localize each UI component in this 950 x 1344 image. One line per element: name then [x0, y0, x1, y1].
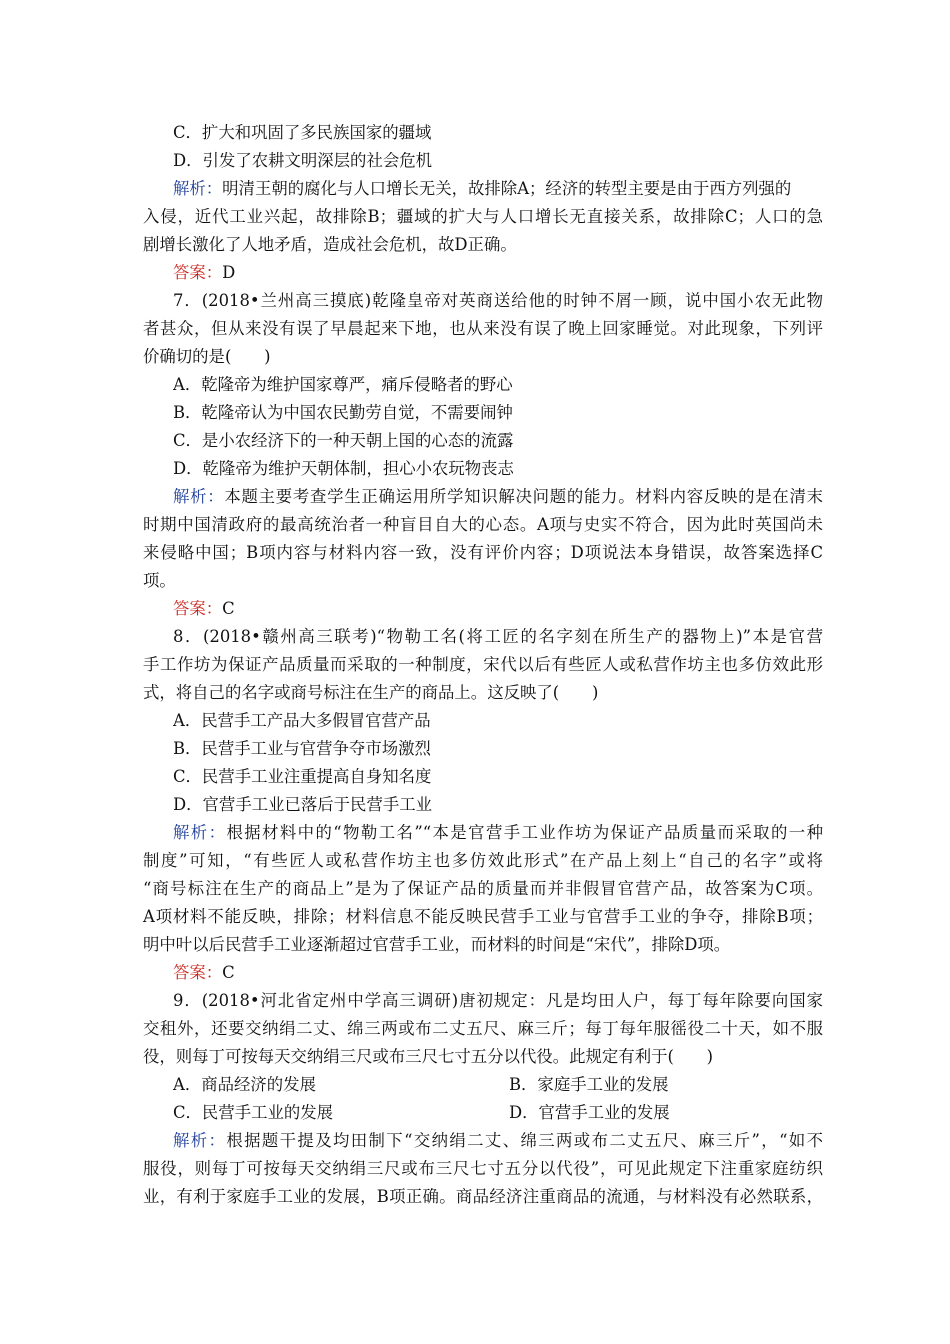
q7-stem-line-1: 7．(2018•兰州高三摸底)乾隆皇帝对英商送给他的时钟不屑一顾，说中国小农无此物	[173, 291, 823, 310]
q6-analysis-line-2: 入侵，近代工业兴起，故排除B；疆域的扩大与人口增长无直接关系，故排除C；人口的急	[143, 207, 823, 226]
q8-option-d: D．官营手工业已落后于民营手工业	[173, 795, 432, 814]
q9-option-d: D．官营手工业的发展	[509, 1103, 670, 1122]
q8-stem-line-1: 8．(2018•赣州高三联考)“物勒工名(将工匠的名字刻在所生产的器物上)”本是官营	[173, 627, 823, 646]
q7-analysis-line-1: 解析：本题主要考查学生正确运用所学知识解决问题的能力。材料内容反映的是在清末	[173, 487, 823, 506]
q7-stem-line-2: 者甚众，但从来没有误了早晨起来下地，也从来没有误了晚上回家睡觉。对此现象，下列评	[143, 319, 823, 338]
q7-option-b: B．乾隆帝认为中国农民勤劳自觉，不需要闹钟	[173, 403, 513, 422]
analysis-label: 解析：	[173, 823, 227, 842]
q9-analysis-line-3: 业，有利于家庭手工业的发展，B项正确。商品经济注重商品的流通，与材料没有必然联系，	[143, 1187, 823, 1206]
q9-analysis-line-2: 服役，则每丁可按每天交纳绢三尺或布三尺七寸五分以代役”，可见此规定下注重家庭纺织	[143, 1159, 823, 1178]
analysis-label: 解析：	[173, 487, 225, 506]
answer-label: 答案：	[173, 599, 223, 618]
q7-analysis-line-4: 项。	[143, 571, 176, 590]
q7-analysis-line-3: 来侵略中国；B项内容与材料内容一致，没有评价内容；D项说法本身错误，故答案选择C	[143, 543, 823, 562]
q8-stem-line-2: 手工作坊为保证产品质量而采取的一种制度，宋代以后有些匠人或私营作坊主也多仿效此形	[143, 655, 823, 674]
answer-label: 答案：	[173, 263, 223, 282]
q7-option-d: D．乾隆帝为维护天朝体制，担心小农玩物丧志	[173, 459, 514, 478]
q9-stem-line-3: 役，则每丁可按每天交纳绢三尺或布三尺七寸五分以代役。此规定有利于( )	[143, 1047, 714, 1066]
q8-stem-line-3: 式，将自己的名字或商号标注在生产的商品上。这反映了( )	[143, 683, 599, 702]
q8-analysis-line-5: 明中叶以后民营手工业逐渐超过官营手工业，而材料的时间是“宋代”，排除D项。	[143, 935, 731, 954]
q7-analysis-line-2: 时期中国清政府的最高统治者一种盲目自大的心态。A项与史实不符合，因为此时英国尚未	[143, 515, 823, 534]
q8-option-c: C．民营手工业注重提高自身知名度	[173, 767, 432, 786]
q6-option-c: C．扩大和巩固了多民族国家的疆域	[173, 123, 432, 142]
q8-analysis-line-2: 制度”可知，“有些匠人或私营作坊主也多仿效此形式”在产品上刻上“自己的名字”或将	[143, 851, 823, 870]
q8-answer: 答案：C	[173, 963, 235, 982]
analysis-label: 解析：	[173, 179, 223, 198]
q8-analysis-line-3: “商号标注在生产的商品上”是为了保证产品的质量而并非假冒官营产品，故答案为C项。	[143, 879, 823, 898]
q9-stem-line-2: 交租外，还要交纳绢二丈、绵三两或布二丈五尺、麻三斤；每丁每年服徭役二十天，如不服	[143, 1019, 823, 1038]
q6-option-d: D．引发了农耕文明深层的社会危机	[173, 151, 432, 170]
q6-answer: 答案：D	[173, 263, 236, 282]
analysis-label: 解析：	[173, 1131, 227, 1150]
q7-stem-line-3: 价确切的是( )	[143, 347, 271, 366]
q8-option-a: A．民营手工产品大多假冒官营产品	[173, 711, 431, 730]
q9-stem-line-1: 9．(2018•河北省定州中学高三调研)唐初规定：凡是均田人户，每丁每年除要向国家	[173, 991, 823, 1010]
q7-answer: 答案：C	[173, 599, 235, 618]
q9-analysis-line-1: 解析：根据题干提及均田制下“交纳绢二丈、绵三两或布二丈五尺、麻三斤”，“如不	[173, 1131, 824, 1150]
q9-option-a: A．商品经济的发展	[173, 1075, 316, 1094]
q6-analysis-line-3: 剧增长激化了人地矛盾，造成社会危机，故D正确。	[143, 235, 517, 254]
q7-option-a: A．乾隆帝为维护国家尊严，痛斥侵略者的野心	[173, 375, 513, 394]
q8-analysis-line-4: A项材料不能反映，排除；材料信息不能反映民营手工业与官营手工业的争夺，排除B项；	[143, 907, 823, 926]
q7-option-c: C．是小农经济下的一种天朝上国的心态的流露	[173, 431, 514, 450]
answer-label: 答案：	[173, 963, 223, 982]
q9-option-b: B．家庭手工业的发展	[509, 1075, 669, 1094]
q8-analysis-line-1: 解析：根据材料中的“物勒工名”“本是官营手工业作坊为保证产品质量而采取的一种	[173, 823, 823, 842]
q8-option-b: B．民营手工业与官营争夺市场激烈	[173, 739, 431, 758]
q6-analysis-line-1: 解析：明清王朝的腐化与人口增长无关，故排除A；经济的转型主要是由于西方列强的	[173, 179, 792, 198]
q9-option-c: C．民营手工业的发展	[173, 1103, 334, 1122]
